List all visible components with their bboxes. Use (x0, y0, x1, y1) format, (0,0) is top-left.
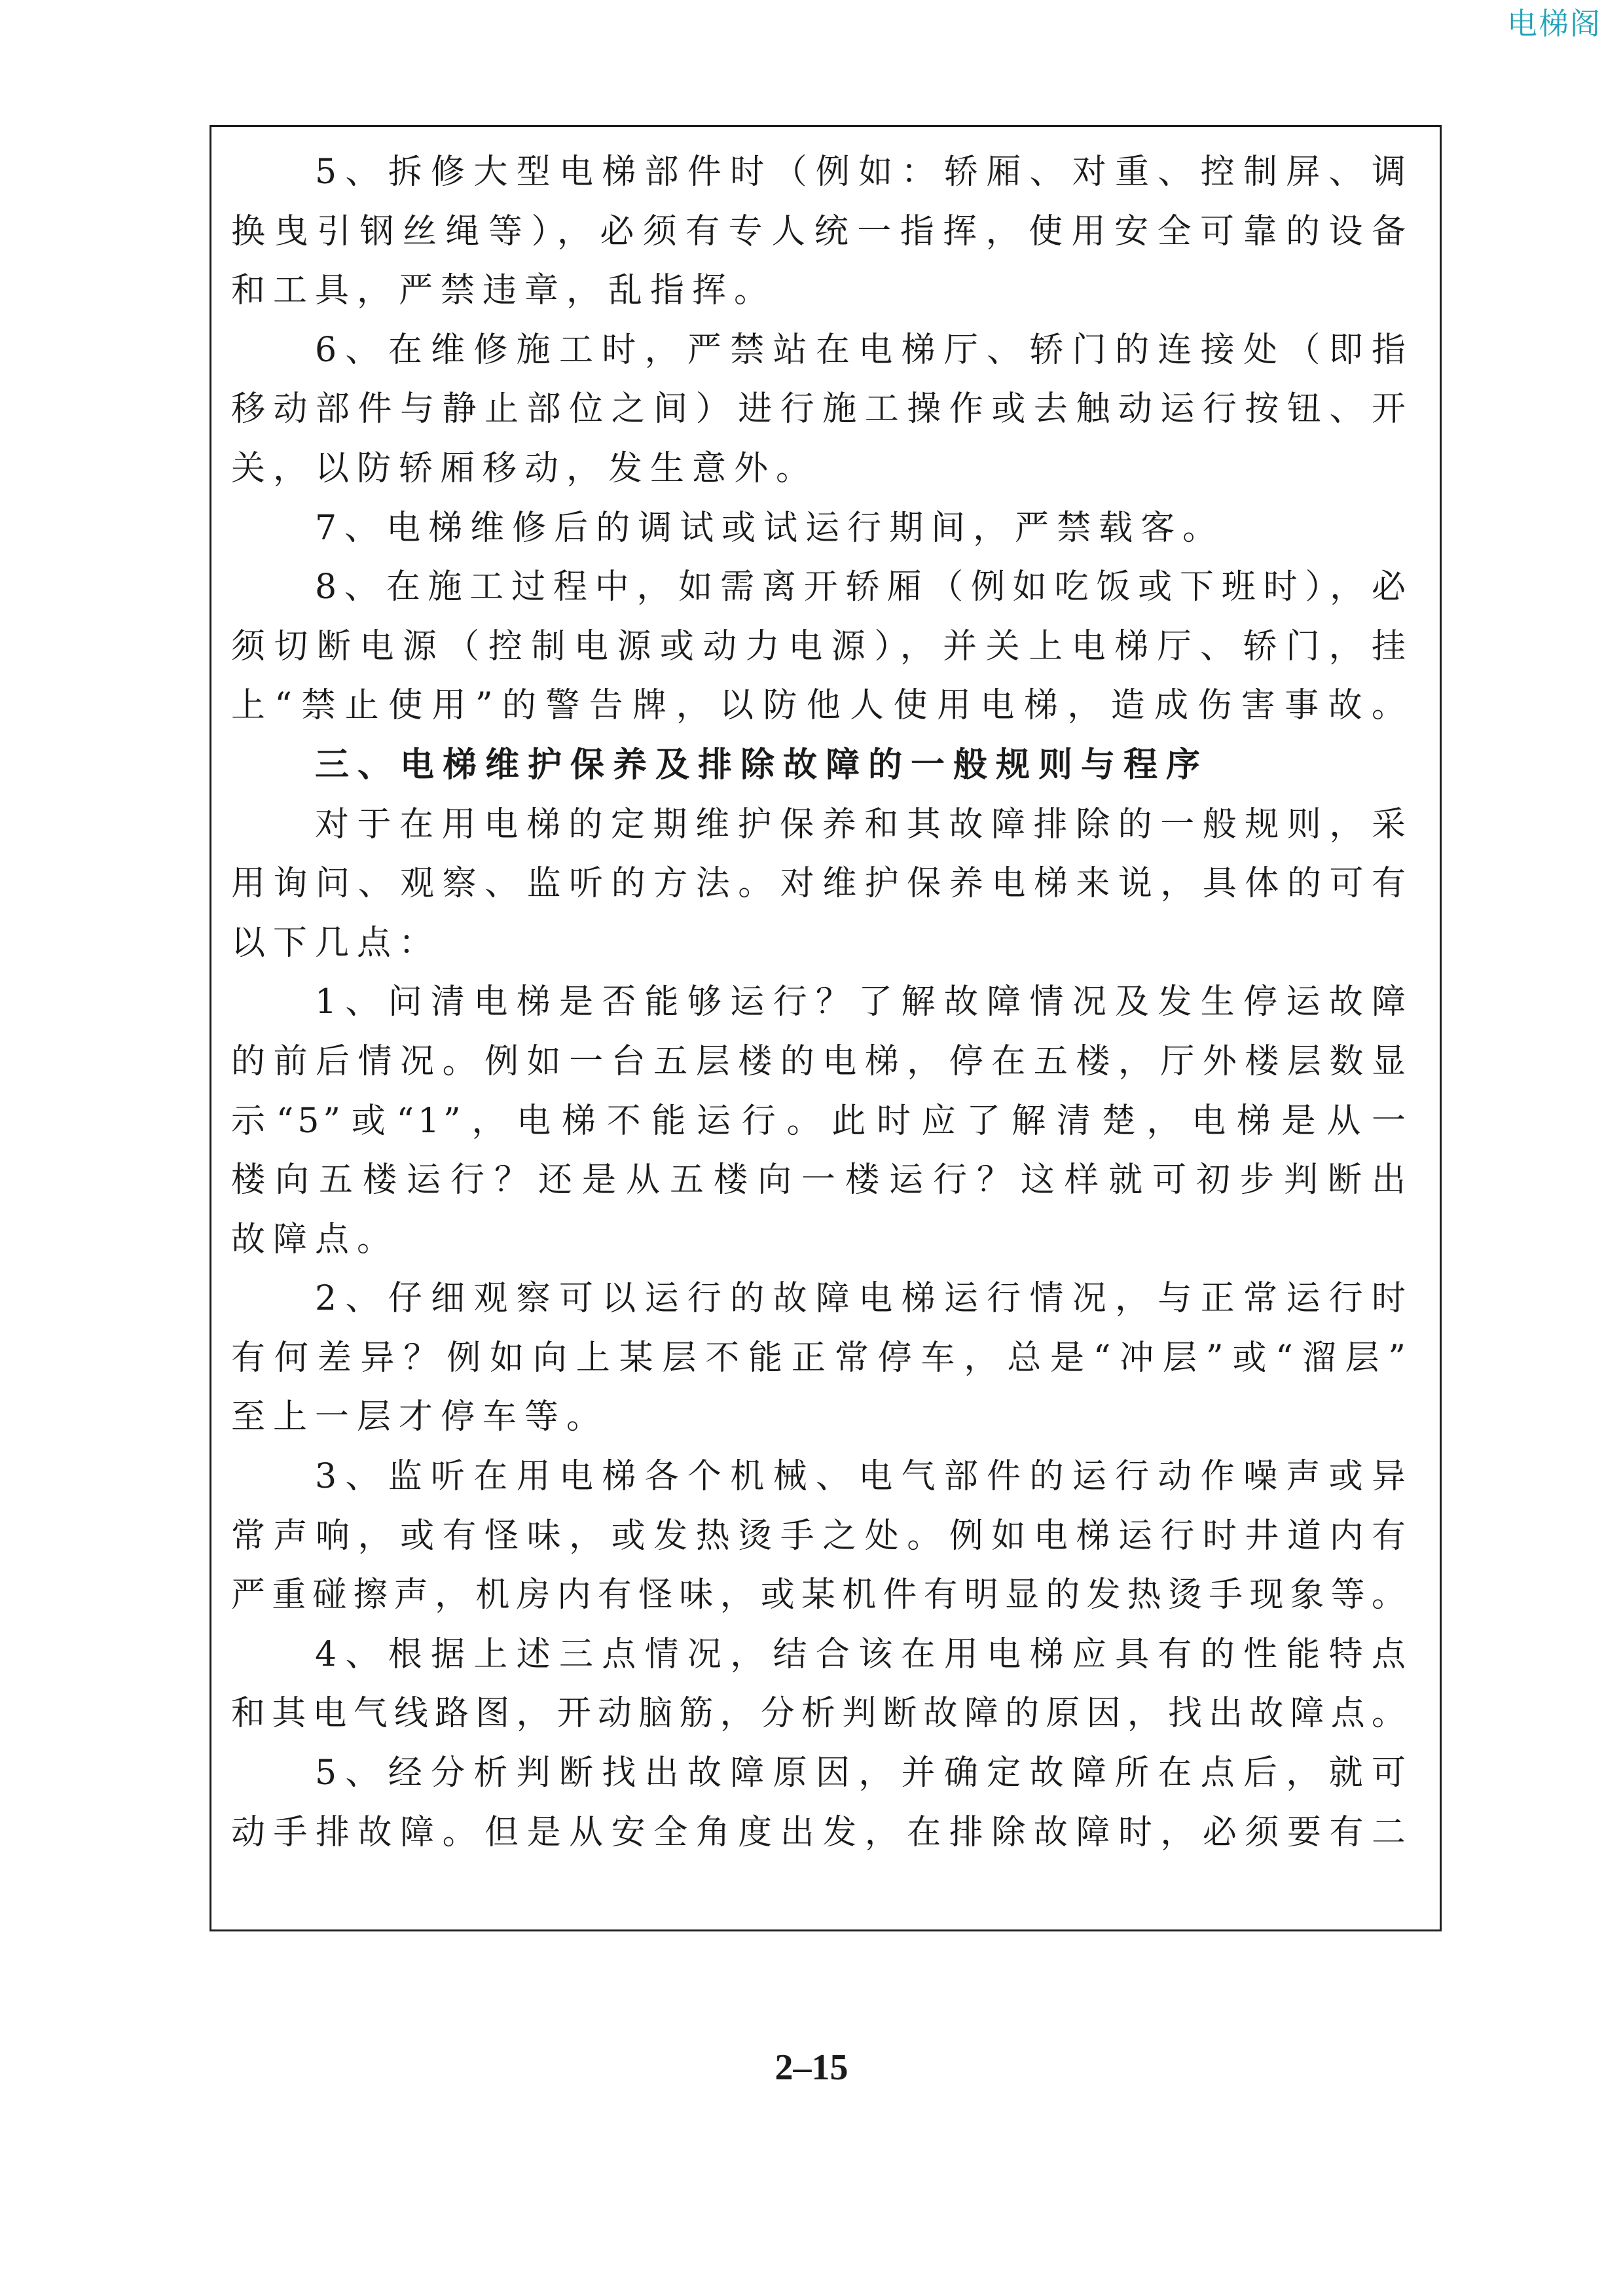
text-line: 2、仔细观察可以运行的故障电梯运行情况，与正常运行时 (315, 1279, 1410, 1319)
safety-item-6 (231, 321, 1410, 499)
text-line: 1、问清电梯是否能够运行？了解故障情况及发生停运故障 (315, 982, 1410, 1022)
text-line: 5、经分析判断找出故障原因，并确定故障所在点后，就可 (315, 1753, 1410, 1793)
text-line: 有何差异？例如向上某层不能正常停车，总是“冲层”或“溜层” (231, 1338, 1410, 1378)
text-line: 3、监听在用电梯各个机械、电气部件的运行动作噪声或异 (315, 1457, 1410, 1497)
safety-item-7 (231, 499, 1410, 558)
text-line: 以下几点： (231, 923, 441, 963)
text-line: 楼向五楼运行？还是从五楼向一楼运行？这样就可初步判断出 (231, 1160, 1410, 1200)
text-line: 关，以防轿厢移动，发生意外。 (231, 448, 818, 488)
text-line: 动手排故障。但是从安全角度出发，在排除故障时，必须要有二 (231, 1812, 1410, 1852)
text-line: 换曳引钢丝绳等），必须有专人统一指挥，使用安全可靠的设备 (231, 211, 1410, 251)
text-line: 须切断电源（控制电源或动力电源），并关上电梯厅、轿门，挂 (231, 626, 1410, 666)
section-heading: 三、电梯维护保养及排除故障的一般规则与程序 (315, 744, 1209, 785)
text-line: 常声响，或有怪味，或发热烫手之处。例如电梯运行时井道内有 (231, 1516, 1410, 1556)
text-line: 至上一层才停车等。 (231, 1397, 609, 1437)
text-line: 7、电梯维修后的调试或试运行期间，严禁载客。 (315, 508, 1225, 548)
text-line: 的前后情况。例如一台五层楼的电梯，停在五楼，厅外楼层数显 (231, 1041, 1410, 1081)
content-frame (210, 125, 1442, 1931)
text-line: 上“禁止使用”的警告牌，以防他人使用电梯，造成伤害事故。 (231, 686, 1410, 726)
text-line: 4、根据上述三点情况，结合该在用电梯应具有的性能特点 (315, 1634, 1410, 1674)
site-watermark: 电梯阁 (1507, 6, 1601, 41)
text-line: 和工具，严禁违章，乱指挥。 (231, 271, 776, 311)
body-text (231, 143, 1410, 1862)
safety-item-8 (231, 558, 1410, 736)
page-number: 2–15 (775, 2047, 848, 2088)
text-line: 6、在维修施工时，严禁站在电梯厅、轿门的连接处（即指 (315, 330, 1410, 370)
text-line: 示“5”或“1”，电梯不能运行。此时应了解清楚，电梯是从一 (231, 1101, 1410, 1141)
text-line: 和其电气线路图，开动脑筋，分析判断故障的原因，找出故障点。 (231, 1694, 1410, 1734)
text-line: 8、在施工过程中，如需离开轿厢（例如吃饭或下班时），必 (315, 567, 1410, 607)
text-line: 故障点。 (231, 1219, 399, 1259)
section-intro (231, 795, 1410, 973)
step-2 (231, 1269, 1410, 1447)
text-line: 用询问、观察、监听的方法。对维护保养电梯来说，具体的可有 (231, 864, 1410, 904)
text-line: 对于在用电梯的定期维护保养和其故障排除的一般规则，采 (315, 804, 1410, 844)
text-line: 严重碰擦声，机房内有怪味，或某机件有明显的发热烫手现象等。 (231, 1575, 1410, 1615)
step-5 (231, 1744, 1410, 1862)
text-line: 5、拆修大型电梯部件时（例如：轿厢、对重、控制屏、调 (315, 152, 1410, 192)
step-3 (231, 1447, 1410, 1625)
text-line: 移动部件与静止部位之间）进行施工操作或去触动运行按钮、开 (231, 389, 1410, 429)
step-1 (231, 973, 1410, 1269)
safety-item-5 (231, 143, 1410, 321)
step-4 (231, 1625, 1410, 1744)
